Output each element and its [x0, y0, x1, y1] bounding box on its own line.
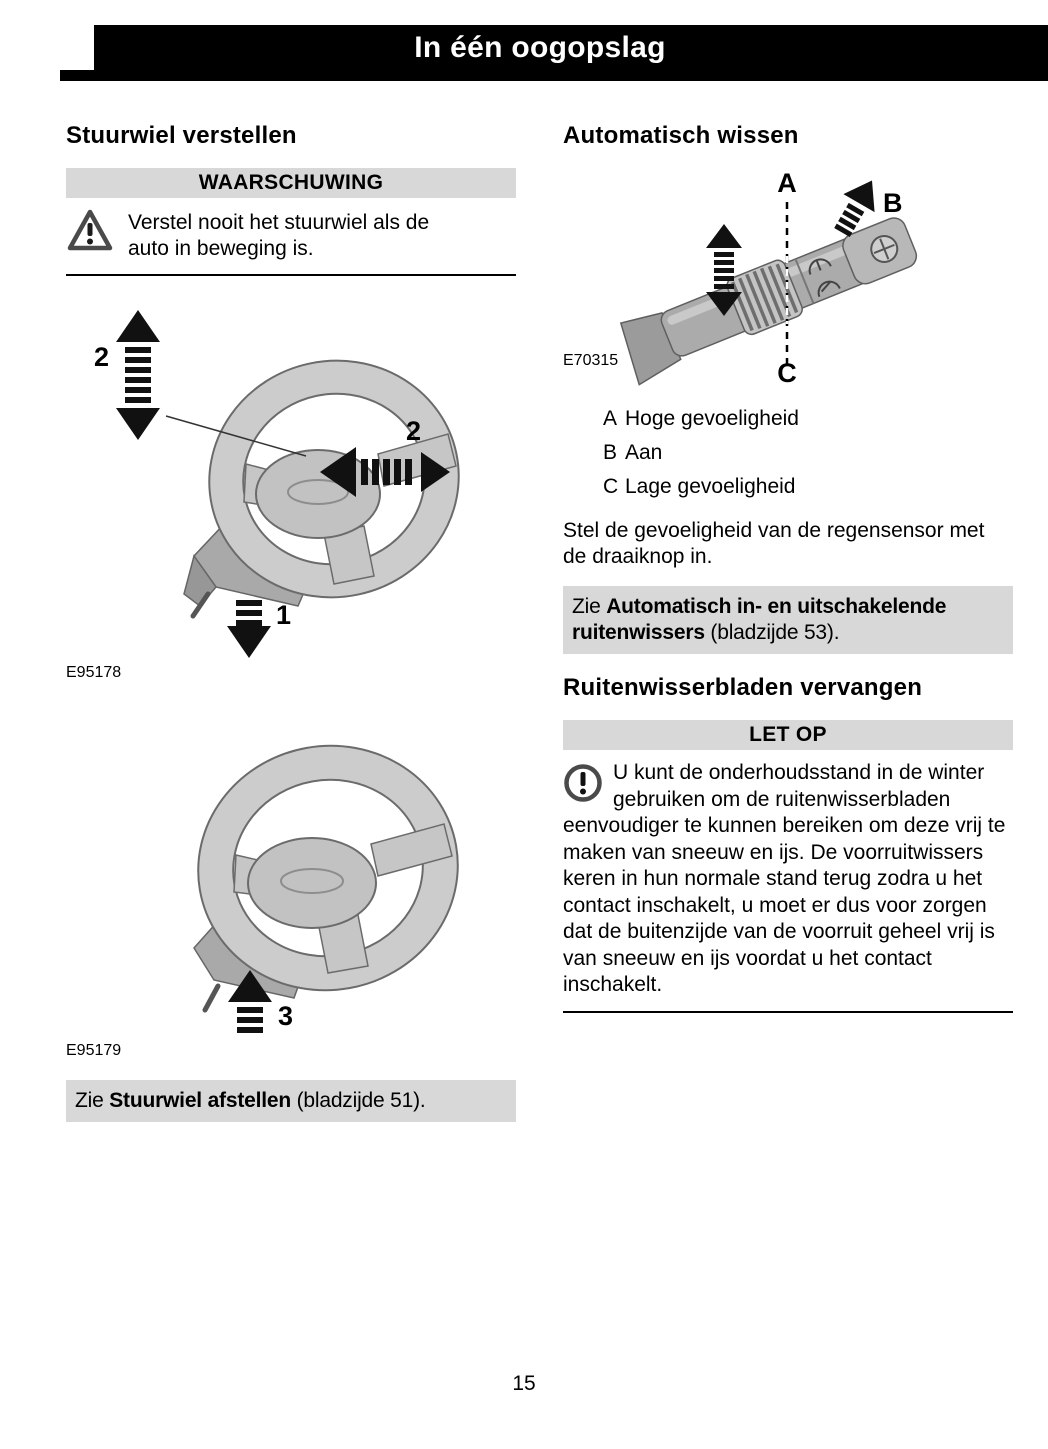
ref-title: Stuurwiel afstellen: [109, 1089, 291, 1112]
legend-key: B: [603, 441, 618, 464]
legend-key: A: [603, 407, 618, 430]
figure-label-tilt: 2: [94, 342, 110, 372]
warning-text: Verstel nooit het stuurwiel als de auto in beweging is.: [128, 211, 430, 260]
wiper-stalk-illustration: [563, 168, 1013, 386]
caution-text: U kunt de onderhoudsstand in de winter gebruiken om de ruitenwisserbladen eenvoudiger te kunnen bereiken om deze vrij te maken van sneeuw en ijs. De voorruitwissers keren in hun normale stand terug zodra u het contact inschakelt, u moet er dus voor zorgen dat de buitenzijde van de voorruit geheel vrij is van sneeuw en ijs voordat u het contact inschakelt.: [563, 761, 1006, 996]
ref-suffix: (bladzijde 53).: [704, 621, 840, 644]
legend-key: C: [603, 475, 619, 498]
figure-label-a: A: [777, 168, 797, 198]
divider-rule: [66, 274, 516, 276]
steering-wheel-return-illustration: [66, 740, 516, 1040]
figure-code: E95179: [66, 1042, 122, 1059]
chapter-title: In één oogopslag: [414, 30, 666, 64]
legend-value: Hoge gevoeligheid: [625, 407, 799, 430]
figure-label-b: B: [883, 188, 903, 218]
ref-prefix: Zie: [572, 595, 607, 618]
steering-hub: [248, 838, 376, 928]
legend-value: Lage gevoeligheid: [625, 475, 796, 498]
figure-label-lever: 3: [278, 1001, 294, 1031]
warning-row: [66, 208, 516, 262]
warning-triangle-icon: [66, 208, 114, 252]
section-title-wiperblades: Ruitenwisserbladen vervangen: [563, 674, 923, 701]
figure-label-c: C: [777, 358, 797, 386]
chapter-title-bar: [94, 25, 1048, 70]
section-title-autowipe: Automatisch wissen: [563, 122, 799, 149]
legend-row: [563, 402, 1013, 436]
sensitivity-paragraph: Stel de gevoeligheid van de regensensor met de draaiknop in.: [563, 519, 985, 568]
legend-value: Aan: [625, 441, 663, 464]
caution-box-header: LET OP: [563, 720, 1013, 750]
figure-code: E70315: [563, 352, 619, 369]
figure-wiper-stalk: [563, 168, 1013, 386]
page-number: 15: [512, 1372, 536, 1395]
legend-row: [563, 436, 1013, 470]
right-column: [563, 122, 1013, 1013]
legend-row: [563, 470, 1013, 504]
cross-reference-note: [66, 1080, 516, 1122]
caution-paragraph: [563, 760, 1013, 999]
warning-box-header: WAARSCHUWING: [66, 168, 516, 198]
ref-title: Automatisch in- en uitschakelende ruitenwissers: [572, 595, 947, 644]
release-lever: [205, 986, 218, 1010]
title-bar-underline: [60, 70, 1048, 81]
figure-steering-return: [66, 740, 516, 1060]
ref-prefix: Zie: [75, 1089, 110, 1112]
ref-suffix: (bladzijde 51).: [290, 1089, 426, 1112]
stalk-legend: [563, 402, 1013, 504]
caution-exclamation-icon: [563, 763, 603, 803]
divider-rule: [563, 1011, 1013, 1013]
wiper-stalk-body: [615, 211, 923, 385]
tilt-adjust-arrow: [116, 310, 160, 440]
figure-label-lock: 1: [276, 600, 292, 630]
steering-wheel-adjust-illustration: [66, 304, 516, 662]
figure-label-reach: 2: [406, 416, 422, 446]
left-column: [66, 122, 516, 1122]
figure-code: E95178: [66, 664, 122, 681]
lock-lever-arrow: [227, 600, 271, 658]
cross-reference-note: [563, 586, 1013, 654]
figure-steering-adjust: [66, 304, 516, 682]
section-title-steering: Stuurwiel verstellen: [66, 122, 297, 149]
